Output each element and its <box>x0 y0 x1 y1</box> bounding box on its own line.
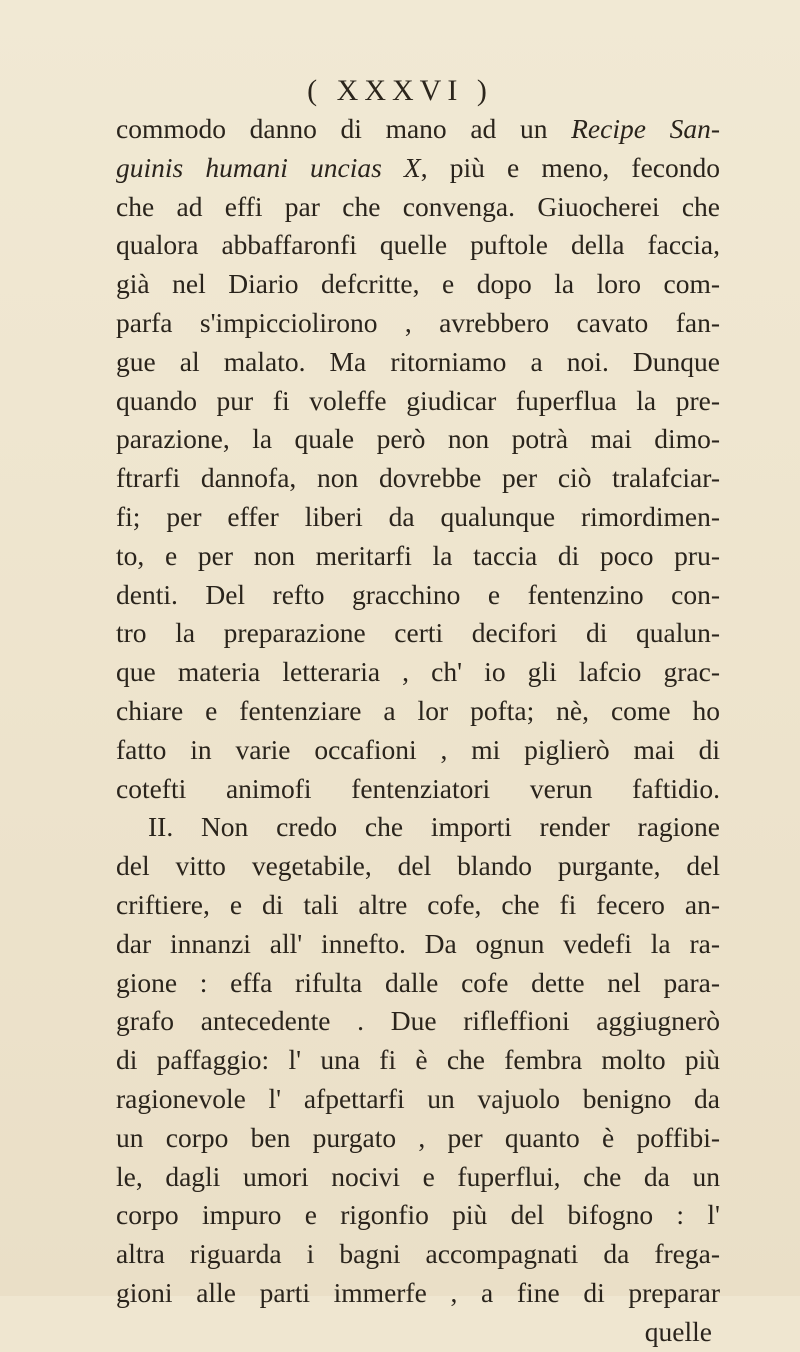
text-line <box>116 110 720 149</box>
text-line: un corpo ben purgato , per quanto è poffibi- <box>116 1121 720 1153</box>
text-line: chiare e fentenziare a lor pofta; nè, come ho <box>116 694 720 726</box>
text-line: gioni alle parti immerfe , a fine di preparar <box>116 1276 720 1308</box>
line-italic-text: Recipe San- <box>571 113 721 144</box>
text-line: parazione, la quale però non potrà mai dimo- <box>116 423 720 455</box>
line-text: commodo danno di mano ad un <box>116 113 572 144</box>
text-line: II. Non credo che importi render ragione <box>148 811 720 843</box>
text-line: parfa s'impicciolirono , avrebbero cavato fan- <box>116 306 720 338</box>
page-header: ( XXXVI ) <box>307 74 493 107</box>
text-line: già nel Diario defcritte, e dopo la loro com- <box>116 268 720 300</box>
text-line: criftiere, e di tali altre cofe, che fi fecero an- <box>116 888 720 920</box>
body-text <box>116 110 720 1352</box>
text-line: ragionevole l' afpettarfi un vajuolo benigno da <box>116 1082 720 1114</box>
line-italic-text: guinis humani uncias X <box>116 151 421 183</box>
text-line: tro la preparazione certi decifori di qualun- <box>116 617 720 649</box>
text-line: quelle <box>644 1315 712 1347</box>
text-line: fi; per effer liberi da qualunque rimordimen- <box>116 500 720 532</box>
text-line: le, dagli umori nocivi e fuperflui, che da un <box>116 1160 720 1192</box>
text-line: denti. Del refto gracchino e fentenzino con- <box>116 578 720 610</box>
text-line: del vitto vegetabile, del blando purgante, del <box>116 850 720 882</box>
text-line: que materia letteraria , ch' io gli lafcio grac- <box>116 656 720 688</box>
text-line <box>116 149 720 188</box>
text-line: dar innanzi all' innefto. Da ognun vedefi la ra- <box>116 927 720 959</box>
line-text: , più e meno, fecondo <box>420 151 720 183</box>
text-line: qualora abbaffaronfi quelle puftole della faccia, <box>116 229 720 261</box>
text-line: ftrarfi dannofa, non dovrebbe per ciò tralafciar- <box>116 462 720 494</box>
text-line: che ad effi par che convenga. Giuocherei che <box>116 190 720 222</box>
text-line: gue al malato. Ma ritorniamo a noi. Dunque <box>116 345 720 377</box>
text-line: di paffaggio: l' una fi è che fembra molto più <box>116 1044 720 1076</box>
text-line: quando pur fi voleffe giudicar fuperflua la pre- <box>116 384 720 416</box>
text-line: corpo impuro e rigonfio più del bifogno : l' <box>116 1199 720 1231</box>
text-line: cotefti animofi fentenziatori verun faftidio. <box>116 772 720 804</box>
text-line: altra riguarda i bagni accompagnati da frega- <box>116 1238 720 1270</box>
text-line: to, e per non meritarfi la taccia di poco pru- <box>116 539 720 571</box>
text-line: fatto in varie occafioni , mi piglierò mai di <box>116 733 720 765</box>
text-line: grafo antecedente . Due rifleffioni aggiugnerò <box>116 1005 720 1037</box>
text-line: gione : effa rifulta dalle cofe dette nel para- <box>116 966 720 998</box>
